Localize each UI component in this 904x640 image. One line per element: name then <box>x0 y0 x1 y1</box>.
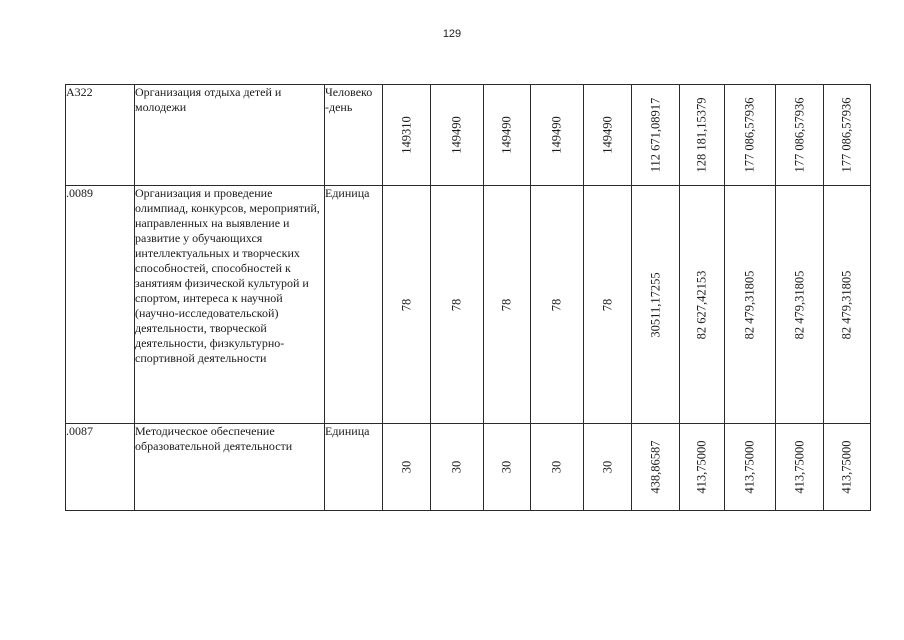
table-row <box>66 85 871 186</box>
service-name: Методическое обеспечение образовательной деятельности <box>135 424 325 511</box>
volume-cell <box>431 186 484 424</box>
service-code: А322 <box>66 85 135 186</box>
volume-value: 30 <box>600 460 614 474</box>
volume-cell <box>584 85 632 186</box>
cost-cell <box>632 186 680 424</box>
cost-cell <box>776 186 824 424</box>
cost-cell <box>680 424 725 511</box>
volume-value: 78 <box>449 298 464 311</box>
volume-cell <box>484 424 531 511</box>
volume-cell <box>383 186 431 424</box>
cost-value: 177 086,57936 <box>839 97 854 173</box>
cost-value: 82 479,31805 <box>792 270 806 339</box>
unit-of-measure: Человеко -день <box>325 85 383 186</box>
volume-value: 78 <box>549 298 564 311</box>
cost-value: 413,75000 <box>792 440 806 494</box>
cost-cell <box>776 85 824 186</box>
volume-cell <box>531 186 584 424</box>
volume-cell <box>531 85 584 186</box>
cost-value: 128 181,15379 <box>694 97 709 173</box>
table-row <box>66 424 871 511</box>
services-table <box>65 84 871 511</box>
volume-value: 30 <box>399 460 413 474</box>
service-name: Организация и проведение олимпиад, конкурсов, мероприятий, направленных на выявление и развитие у обучающихся интеллектуальных и творческих способностей, способностей к занятиям физической культурой и спортом, интереса к научной (научно-исследовательской) деятельности, творческой деятельности, физкультурно-спортивной деятельности <box>135 186 325 424</box>
cost-value: 413,75000 <box>694 440 709 494</box>
cost-value: 177 086,57936 <box>792 97 806 173</box>
cost-cell <box>680 186 725 424</box>
volume-cell <box>383 424 431 511</box>
volume-cell <box>531 424 584 511</box>
cost-value: 82 627,42153 <box>694 270 709 339</box>
cost-cell <box>632 85 680 186</box>
cost-value: 82 479,31805 <box>839 270 854 339</box>
volume-value: 149490 <box>549 116 564 154</box>
cost-value: 82 479,31805 <box>742 270 757 339</box>
volume-cell <box>431 85 484 186</box>
volume-cell <box>484 85 531 186</box>
cost-cell <box>725 424 776 511</box>
volume-cell <box>584 186 632 424</box>
cost-cell <box>776 424 824 511</box>
cost-cell <box>824 186 871 424</box>
volume-value: 78 <box>499 298 514 311</box>
cost-value: 177 086,57936 <box>742 97 757 173</box>
unit-of-measure: Единица <box>325 186 383 424</box>
volume-value: 149490 <box>499 116 514 154</box>
cost-value: 438,86587 <box>648 440 662 494</box>
cost-value: 413,75000 <box>839 440 854 494</box>
volume-cell <box>431 424 484 511</box>
service-name: Организация отдыха детей и молодежи <box>135 85 325 186</box>
cost-cell <box>725 186 776 424</box>
volume-value: 30 <box>499 460 514 474</box>
cost-cell <box>680 85 725 186</box>
cost-cell <box>632 424 680 511</box>
cost-cell <box>725 85 776 186</box>
service-code: .0089 <box>66 186 135 424</box>
service-code: .0087 <box>66 424 135 511</box>
cost-cell <box>824 85 871 186</box>
table-row <box>66 186 871 424</box>
page-number: 129 <box>442 28 462 40</box>
volume-value: 30 <box>549 460 564 474</box>
volume-cell <box>484 186 531 424</box>
volume-value: 149490 <box>449 116 464 154</box>
volume-value: 149310 <box>399 116 413 154</box>
volume-value: 78 <box>399 298 413 311</box>
cost-cell <box>824 424 871 511</box>
unit-of-measure: Единица <box>325 424 383 511</box>
cost-value: 413,75000 <box>742 440 757 494</box>
cost-value: 112 671,08917 <box>648 97 662 173</box>
volume-cell <box>584 424 632 511</box>
volume-cell <box>383 85 431 186</box>
volume-value: 149490 <box>600 116 614 154</box>
cost-value: 30511,17255 <box>648 271 662 338</box>
volume-value: 30 <box>449 460 464 474</box>
volume-value: 78 <box>600 298 614 311</box>
